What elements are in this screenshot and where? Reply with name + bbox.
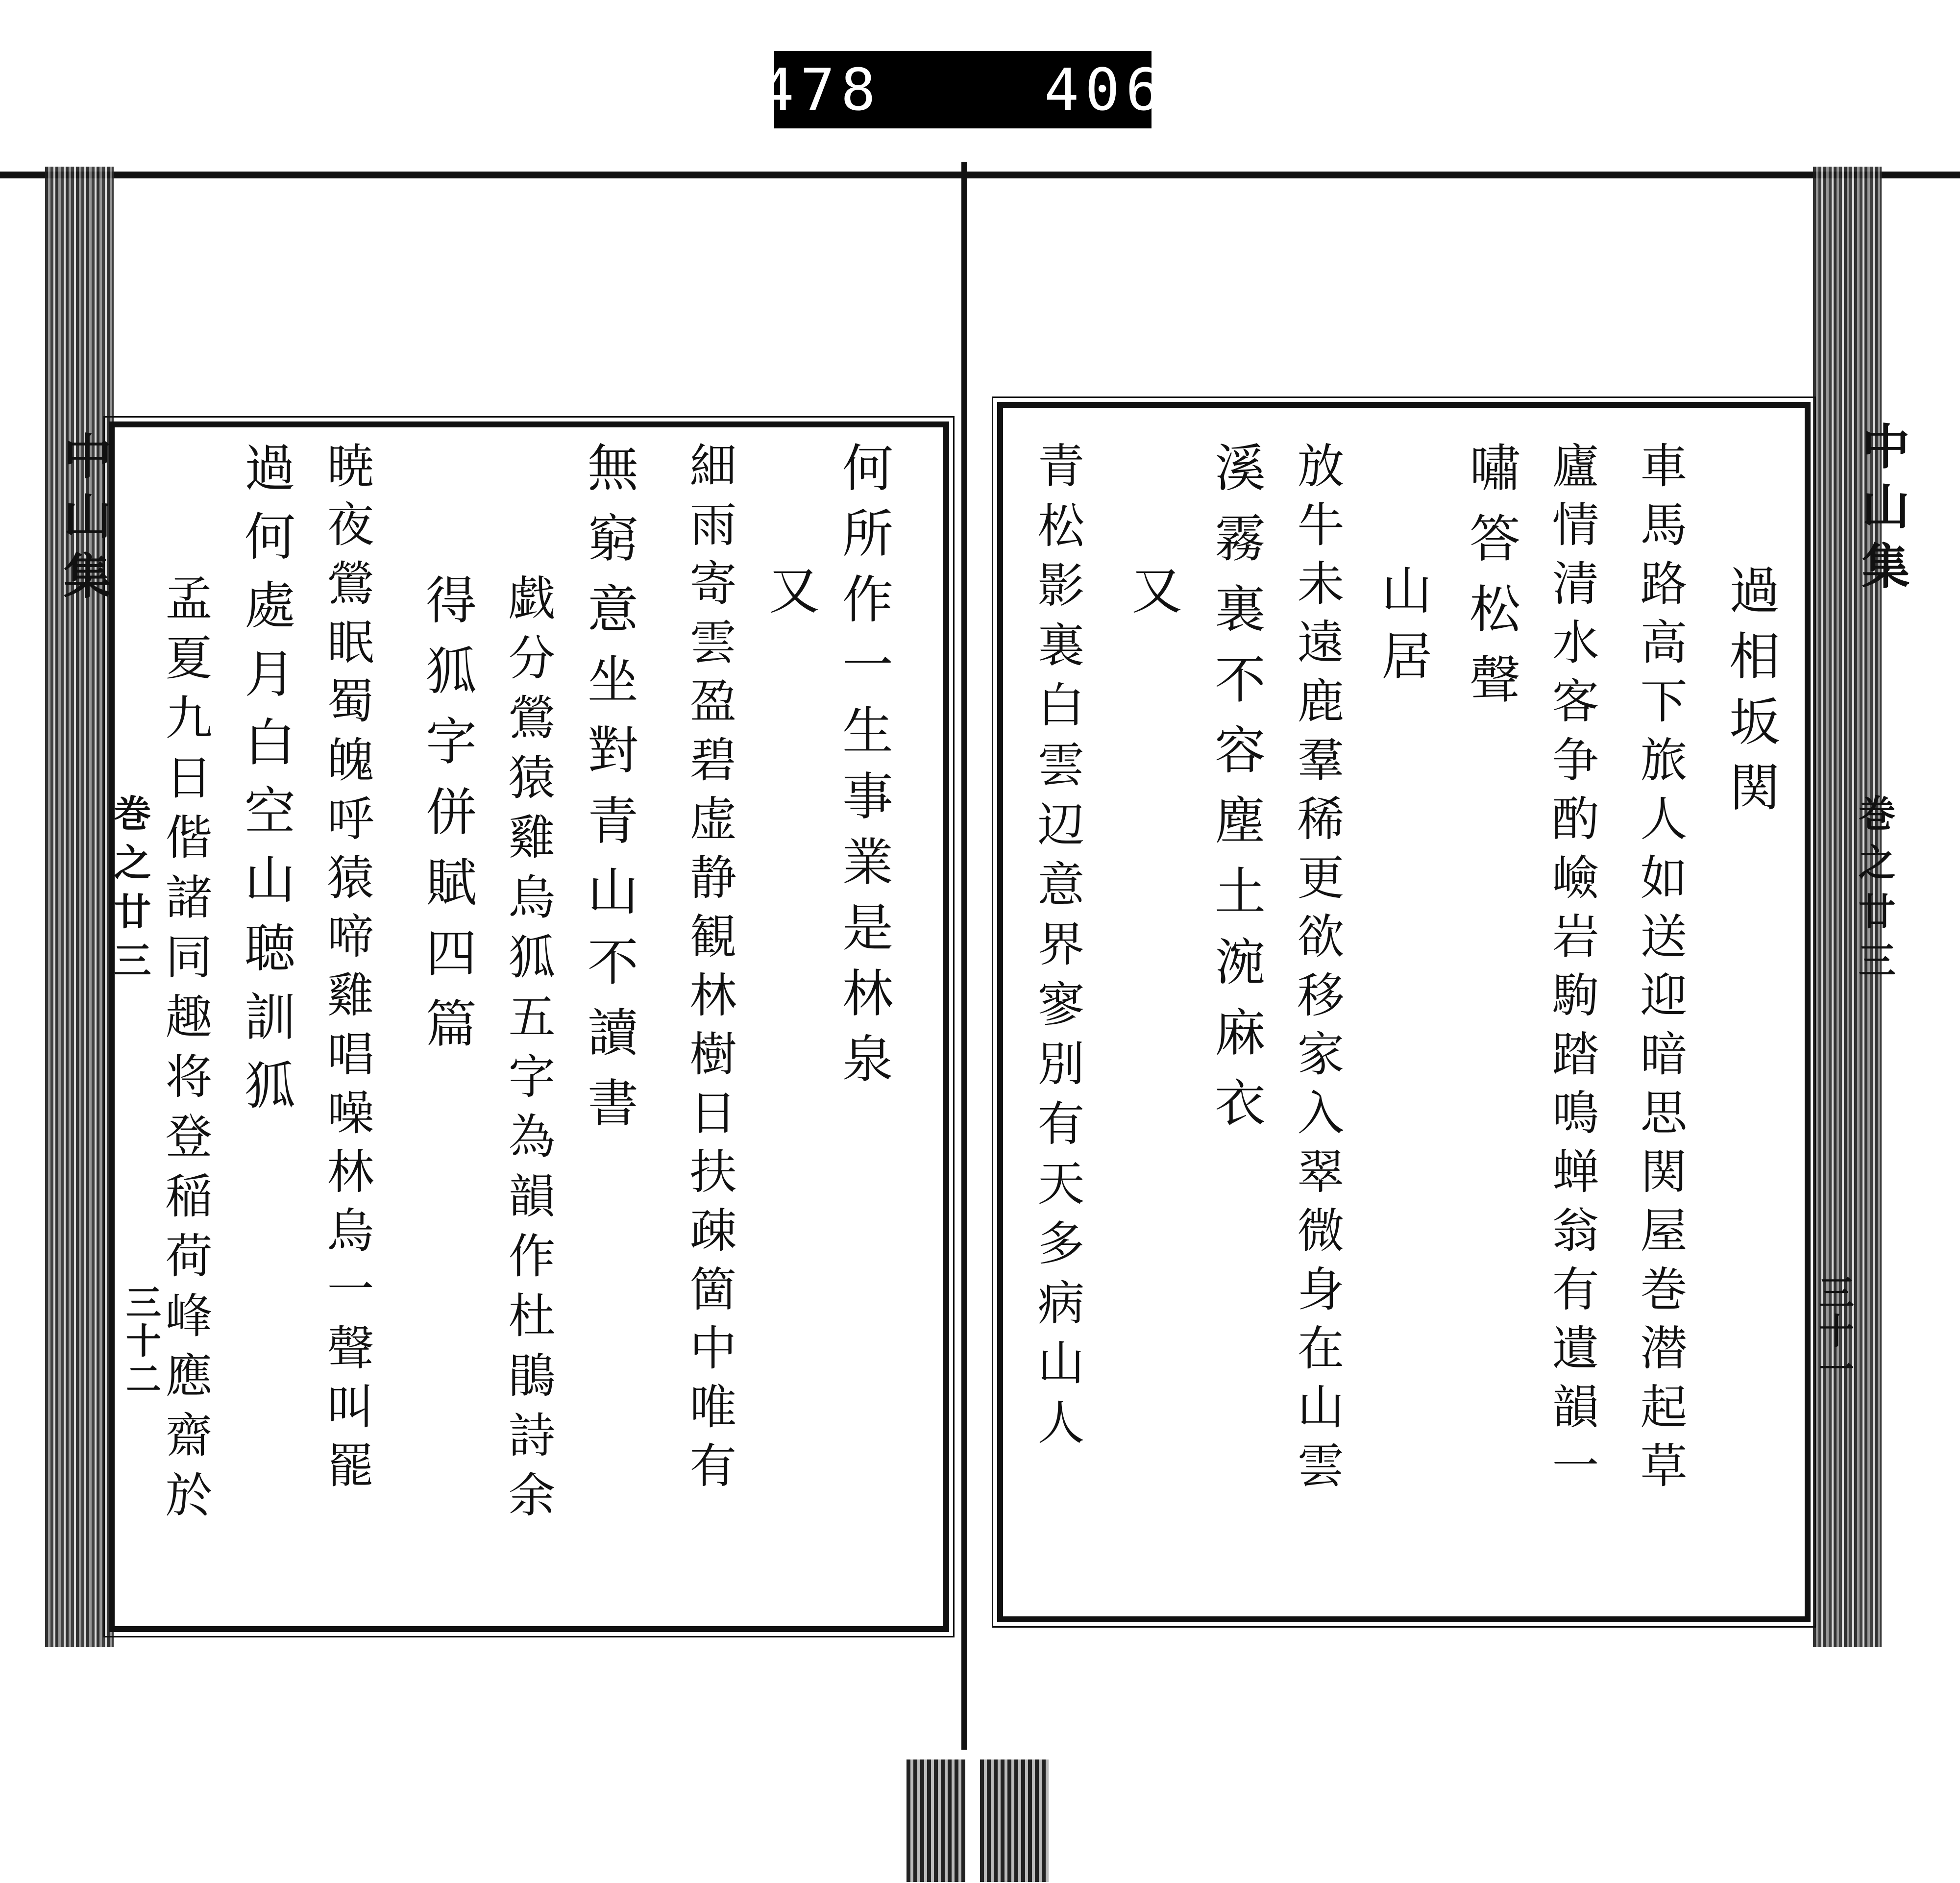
right-col-5: 山居 [1372, 564, 1432, 695]
right-margin-title: 中山集 [1854, 421, 1910, 601]
right-col-4: 嘯答松聲 [1461, 441, 1520, 723]
right-col-8: 又 [1123, 564, 1182, 629]
left-col-2: 又 [760, 564, 820, 629]
left-col-5: 戯分鶯猿雞烏狐五字為韻作杜鵑詩余 [501, 573, 556, 1530]
left-col-8: 過何處月白空山聴訓狐 [236, 441, 295, 1127]
left-margin-title: 中山集 [55, 431, 112, 611]
left-page-number: 三十二 [120, 1284, 162, 1399]
catalog-label: 478 406 [774, 51, 1152, 128]
right-col-1: 過相坂関 [1720, 564, 1780, 826]
right-page-number: 三十一 [1813, 1274, 1855, 1389]
right-col-3: 廬情清水客争酌嶮岩駒踏鳴蝉翁有遺韻一 [1544, 441, 1599, 1500]
left-margin-volume: 巻之廿三 [108, 794, 151, 990]
right-col-6: 放牛未遠鹿羣稀更欲移家入翠微身在山雲 [1290, 441, 1345, 1500]
right-margin-volume: 巻之廿三 [1852, 794, 1896, 990]
left-col-1: 何所作一生事業是林泉 [833, 441, 893, 1098]
spine-foot-right [980, 1759, 1049, 1882]
top-rule [0, 172, 1960, 178]
spine-foot-left [906, 1759, 965, 1882]
left-col-4: 無窮意坐對青山不讀書 [579, 441, 638, 1147]
left-col-7: 暁夜鶯眠蜀魄呼猿啼雞唱噪林烏一聲叫罷 [319, 441, 374, 1500]
right-col-7: 溪霧裏不容塵土涴麻衣 [1206, 441, 1266, 1147]
book-spine [961, 162, 967, 1750]
right-col-9: 青松影裏白雲辺意界寥別有天多病山人 [1030, 441, 1085, 1458]
right-col-2: 車馬路高下旅人如送迎暗思関屋巻潜起草 [1633, 441, 1688, 1500]
left-col-3: 細雨寄雲盈碧虚静観林樹日扶疎箇中唯有 [682, 441, 737, 1500]
left-col-9: 孟夏九日偕諸同趣将登稲荷峰應齋於 [158, 573, 213, 1530]
left-col-6: 得狐字併賦四篇 [417, 573, 477, 1067]
